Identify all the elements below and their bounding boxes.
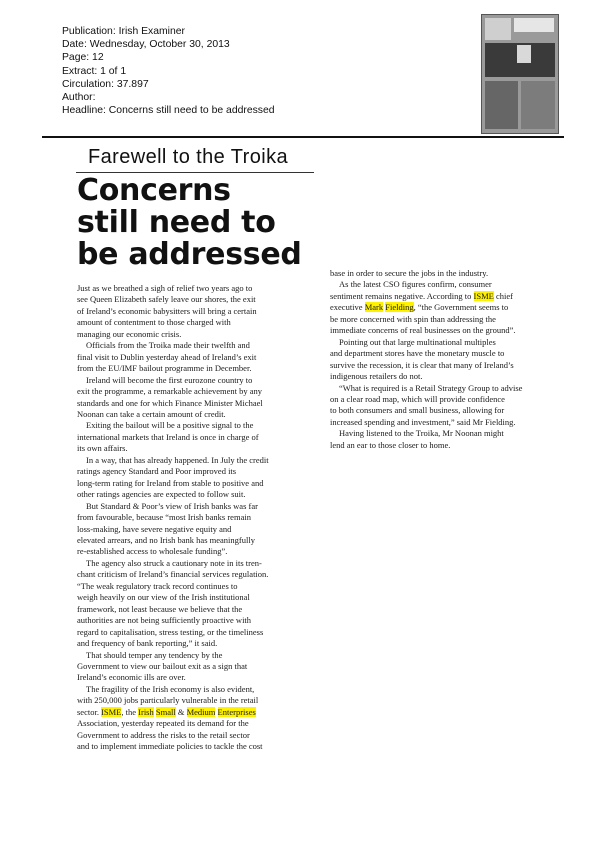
text-line: ratings agency Standard and Poor improved its	[77, 466, 237, 477]
text-line: chant criticism of Ireland’s financial services regulation.	[77, 569, 269, 580]
text-line-highlighted	[330, 291, 561, 302]
text-line: from favourable, because “most Irish banks remain	[77, 512, 251, 523]
text-line: base in order to secure the jobs in the industry.	[330, 268, 489, 278]
paragraph	[77, 375, 309, 421]
text-line: from the EU/IMF bailout programme in December.	[77, 363, 252, 374]
text-line: Pointing out that large multinational multiples	[339, 336, 496, 347]
text-line: Exiting the bailout will be a positive signal to the	[86, 420, 254, 431]
text-line: Just as we breathed a sigh of relief two years ago to	[77, 283, 253, 293]
text-line: on a clear road map, which will provide confidence	[330, 393, 505, 404]
text-line: managing our economic crisis.	[77, 328, 182, 339]
text-line: Noonan can take a certain amount of credit.	[77, 408, 226, 419]
paragraph	[77, 340, 309, 374]
text-line: and department stores have the monetary muscle to	[330, 348, 505, 359]
text-line: lend an ear to those closer to home.	[330, 439, 451, 450]
text-fragment: , “the Government seems to	[413, 302, 509, 313]
clipping-metadata	[62, 25, 275, 117]
paragraph	[77, 455, 309, 501]
text-fragment: sector.	[77, 706, 102, 717]
highlighted-term: Small	[155, 706, 176, 717]
text-line: Officials from the Troika made their twelfth and	[86, 340, 250, 351]
text-fragment: &	[175, 706, 187, 717]
paragraph	[77, 283, 309, 340]
paragraph	[77, 684, 309, 753]
publication-line: Publication: Irish Examiner	[62, 26, 186, 37]
text-fragment: chief	[493, 290, 513, 301]
text-line: The agency also struck a cautionary note in its tren-	[86, 557, 262, 568]
text-line: standards and one for which Finance Minister Michael	[77, 397, 263, 408]
text-line: Ireland will become the first eurozone country to	[86, 374, 253, 385]
paragraph	[330, 383, 561, 429]
text-line: its own affairs.	[77, 443, 128, 454]
highlighted-term: Irish	[138, 706, 154, 717]
text-line: survive the recession, it is clear that many of Ireland’s	[330, 359, 514, 370]
text-line: amount of contentment to those charged with	[77, 317, 231, 328]
text-line: That should temper any tendency by the	[86, 649, 223, 660]
text-line: weigh heavily on our view of the Irish institutional	[77, 592, 250, 603]
text-line: and to implement immediate policies to tackle the cost	[77, 741, 263, 752]
text-fragment: , the	[121, 706, 139, 717]
text-line: be more concerned with spin than addressing the	[330, 313, 496, 324]
paragraph	[77, 650, 309, 684]
text-line: In a way, that has already happened. In July the credit	[86, 454, 269, 465]
text-line: Government to view our bailout exit as a sign that	[77, 660, 248, 671]
text-line: immediate concerns of real businesses on the ground”.	[330, 325, 516, 336]
paragraph	[77, 420, 309, 454]
text-fragment: sentiment remains negative. According to	[330, 290, 474, 301]
text-line: of Ireland’s economic babysitters will bring a certain	[77, 305, 257, 316]
highlighted-term: Medium	[186, 706, 216, 717]
text-line-highlighted	[330, 302, 561, 313]
headline-line-3: be addressed	[77, 237, 302, 272]
highlighted-term: ISME	[473, 290, 494, 301]
text-line: Having listened to the Troika, Mr Noonan might	[339, 428, 504, 439]
paragraph	[330, 428, 561, 451]
text-line: and frequency of bank reporting,” it said.	[77, 638, 218, 649]
text-line: Government to address the risks to the retail sector	[77, 729, 250, 740]
headline-line-1: Concerns	[77, 173, 231, 208]
text-line: final visit to Dublin yesterday ahead of Ireland’s exit	[77, 351, 257, 362]
text-line: indigenous retailers do not.	[330, 371, 423, 382]
text-line: Ireland’s economic ills are over.	[77, 672, 186, 683]
text-line: elevated arrears, and no Irish bank has meaningfully	[77, 534, 255, 545]
text-line: As the latest CSO figures confirm, consumer	[339, 279, 492, 290]
text-line-highlighted	[77, 707, 309, 718]
text-line: increased spending and investment,” said Mr Fielding.	[330, 416, 516, 427]
paragraph	[330, 279, 561, 336]
paragraph	[77, 558, 309, 650]
text-line: “The weak regulatory track record continues to	[77, 580, 238, 591]
paragraph	[77, 501, 309, 558]
text-line: regard to capitalisation, stress testing, or the timeliness	[77, 626, 264, 637]
text-fragment: executive	[330, 302, 365, 313]
highlighted-term: Mark	[364, 302, 384, 313]
text-line: see Queen Elizabeth safely leave our shores, the exit	[77, 294, 256, 305]
text-line: exit the programme, a remarkable achievement by any	[77, 386, 263, 397]
text-line: loss-making, have severe negative equity and	[77, 523, 232, 534]
text-line: to both consumers and small business, allowing for	[330, 405, 505, 416]
text-line: The fragility of the Irish economy is also evident,	[86, 683, 255, 694]
page-thumbnail	[481, 14, 559, 134]
article-column-left	[77, 283, 309, 753]
paragraph	[330, 337, 561, 383]
text-line: re-established access to wholesale funding”.	[77, 546, 228, 557]
header-divider	[42, 136, 564, 138]
text-line: “What is required is a Retail Strategy Group to advise	[339, 382, 523, 393]
page-line: Page: 12	[62, 52, 104, 64]
thumbnail-photo-block	[517, 45, 531, 63]
extract-line: Extract: 1 of 1	[62, 65, 127, 77]
thumbnail-column-left	[485, 81, 518, 129]
circulation-line: Circulation: 37.897	[62, 78, 149, 90]
text-line: international markets that Ireland is once in charge of	[77, 431, 259, 442]
highlighted-term: Enterprises	[217, 706, 256, 717]
article-headline	[77, 175, 302, 271]
thumbnail-masthead-block	[485, 18, 511, 40]
thumbnail-column-right	[521, 81, 555, 129]
article-kicker: Farewell to the Troika	[88, 146, 288, 168]
article-column-right	[330, 268, 561, 451]
date-line: Date: Wednesday, October 30, 2013	[62, 39, 230, 51]
text-line: But Standard & Poor’s view of Irish banks was far	[86, 500, 258, 511]
paragraph-continued	[330, 268, 561, 279]
thumbnail-header-block	[514, 18, 554, 32]
headline-line: Headline: Concerns still need to be addressed	[62, 105, 275, 117]
highlighted-term: ISME	[101, 706, 122, 717]
text-line: long-term rating for Ireland from stable to positive and	[77, 477, 264, 488]
text-line: other ratings agencies are expected to follow suit.	[77, 489, 246, 500]
text-line: authorities are not being sufficiently proactive with	[77, 615, 252, 626]
highlighted-term: Fielding	[385, 302, 414, 313]
text-line: Association, yesterday repeated its demand for the	[77, 718, 249, 729]
text-line: with 250,000 jobs particularly vulnerable in the retail	[77, 695, 259, 706]
headline-line-2: still need to	[77, 205, 276, 240]
text-line: framework, not least because we believe that the	[77, 603, 243, 614]
author-line: Author:	[62, 92, 96, 104]
